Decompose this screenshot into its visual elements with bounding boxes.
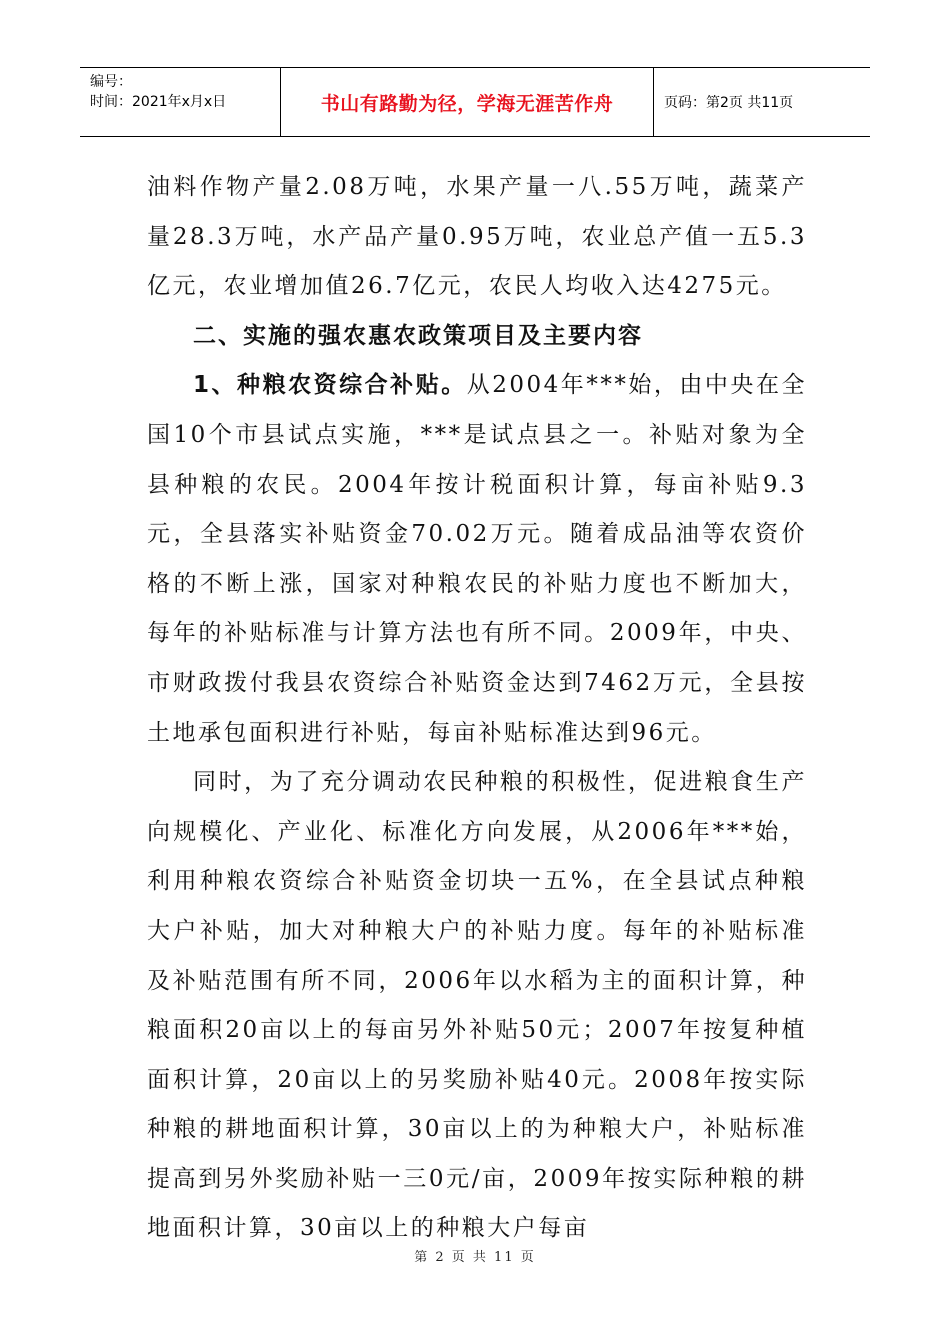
document-number-label: 编号：: [90, 74, 132, 90]
document-header: [80, 67, 870, 137]
document-time-label: 时间：2021年x月x日: [90, 94, 227, 110]
header-meta-cell: [80, 68, 281, 136]
page-footer: 第 2 页 共 11 页: [414, 1250, 536, 1265]
header-page-info: 页码：第2页 共11页: [664, 95, 794, 111]
subsidy-item-title: 1、种粮农资综合补贴。: [193, 372, 467, 399]
section-heading: 二、实施的强农惠农政策项目及主要内容: [193, 322, 643, 349]
paragraph-subsidy: [147, 361, 807, 758]
document-body: [147, 163, 807, 1254]
header-motto: 书山有路勤为径，学海无涯苦作舟: [281, 68, 654, 136]
subsidy-item-text: 从2004年***始，由中央在全国10个市县试点实施，***是试点县之一。补贴对象为全县种粮的农民。2004年按计税面积计算，每亩补贴9.3元，全县落实补贴资金70.02万元。随着成品油等农资价格的不断上涨，国家对种粮农民的补贴力度也不断加大，每年的补贴标准与计算方法也有所不同。2009年，中央、市财政拨付我县农资综合补贴资金达到7462万元，全县按土地承包面积进行补贴，每亩补贴标准达到96元。: [147, 372, 807, 746]
paragraph-large-grower-subsidy: 同时，为了充分调动农民种粮的积极性，促进粮食生产向规模化、产业化、标准化方向发展，从2006年***始，利用种粮农资综合补贴资金切块一五%，在全县试点种粮大户补贴，加大对种粮大户的补贴力度。每年的补贴标准及补贴范围有所不同，2006年以水稻为主的面积计算，种粮面积20亩以上的每亩另外补贴50元；2007年按复种植面积计算，20亩以上的另奖励补贴40元。2008年按实际种粮的耕地面积计算，30亩以上的为种粮大户，补贴标准提高到另外奖励补贴一三0元/亩，2009年按实际种粮的耕地面积计算，30亩以上的种粮大户每亩: [147, 769, 807, 1242]
paragraph-continuation: 油料作物产量2.08万吨，水果产量一八.55万吨，蔬菜产量28.3万吨，水产品产量0.95万吨，农业总产值一五5.3亿元，农业增加值26.7亿元，农民人均收入达4275元。: [147, 174, 807, 300]
